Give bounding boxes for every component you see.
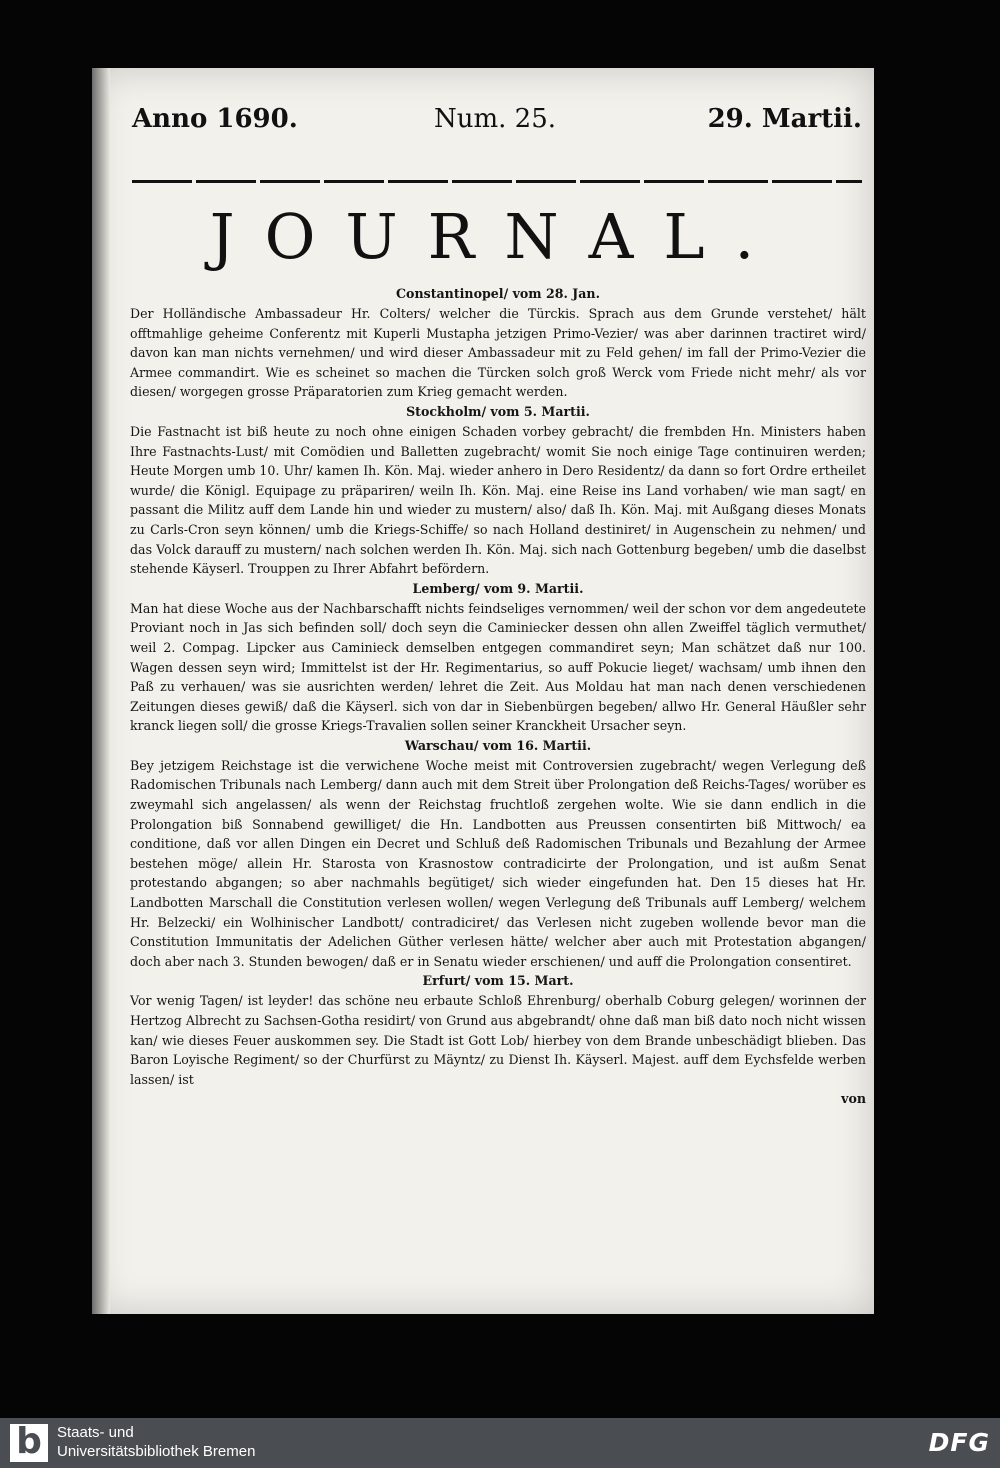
catchword: von [841, 1091, 866, 1107]
page-title: JOURNAL. [209, 200, 785, 273]
newspaper-page [92, 68, 874, 1314]
library-logo-icon[interactable]: b [10, 1424, 48, 1462]
issue-number: Num. 25. [434, 104, 557, 134]
masthead-rule [132, 180, 862, 183]
article-text: Der Holländische Ambassadeur Hr. Colters/ welcher die Türckis. Sprach aus dem Grunde verstehet/ hält offtmahlige geheime Conferentz mit Kuperli Mustapha jetzigen Primo-Vezier/ was aber darinnen tractiret wird/ davon kan man nichts vernehmen/ und wird dieser Ambassadeur mit zu Feld gehen/ im fall der Primo-Vezier die Armee commandirt. Wie es scheinet so machen die Türcken solch groß Werck vom Friede nicht mehr/ als vor diesen/ worgegen grosse Präparatorien zum Krieg gemacht werden. [130, 306, 866, 400]
viewer-footer [0, 1418, 1000, 1468]
issue-date: 29. Martii. [707, 104, 862, 134]
article-text: Bey jetzigem Reichstage ist die verwichene Woche meist mit Controversien zugebracht/ wegen Verlegung deß Radomischen Tribunals nach Lemberg/ dann auch mit dem Streit über Prolongation deß Reichs-Tages/ worüber es zweymahl sich angelassen/ als wenn der Reichstag fruchtloß zergehen wolte. Wie sie dann endlich in die Prolongation biß Sonnabend gewilliget/ die Hn. Landbotten aus Preussen consentirten biß Mittwoch/ ea conditione, daß vor allen Dingen ein Decret und Schluß deß Radomischen Tribunals und Bezahlung der Armee bestehen möge/ allein Hr. Starosta von Krasnostow contradicirte der Prolongation, und ist außm Senat protestando abgangen; so aber nachmahls begütiget/ sich wieder eingefunden hat. Den 15 dieses hat Hr. Landbotten Marschall die Constitution verlesen wollen/ wegen Verlegung deß Tribunals auff Lemberg/ welchem Hr. Belzecki/ ein Wolhinischer Landbott/ contradiciret/ das Verlesen nicht zugeben wollende bevor man die Constitution Immunitatis der Adelichen Güther verlesen hätte/ welcher aber auch mit Protestation abgangen/ doch aber nach 3. Stunden bewogen/ daß er in Senatu wieder erschienen/ und auff die Prolongation consentiret. [130, 757, 866, 969]
article-text: Vor wenig Tagen/ ist leyder! das schöne neu erbaute Schloß Ehrenburg/ oberhalb Coburg gelegen/ worinnen der Hertzog Albrecht zu Sachsen-Gotha residirt/ von Grund aus abgebrandt/ ohne daß man biß dato noch nicht wissen kan/ wie dieses Feuer auskommen sey. Die Stadt ist Gott Lob/ hierbey von dem Brande unbeschädigt blieben. Das Baron Loyische Regiment/ so der Churfürst zu Mäyntz/ zu Dienst Ih. Käyserl. Majest. auff dem Eychsfelde werben lassen/ ist [130, 993, 866, 1087]
binding-edge [92, 68, 110, 1314]
article-dateline: Erfurt/ vom 15. Mart. [422, 973, 574, 989]
article-dateline: Constantinopel/ vom 28. Jan. [396, 286, 600, 301]
issue-year: Anno 1690. [132, 104, 298, 134]
library-name-line2[interactable]: Universitätsbibliothek Bremen [57, 1443, 256, 1460]
library-name-line1[interactable]: Staats- und [57, 1424, 134, 1441]
article-dateline: Stockholm/ vom 5. Martii. [406, 403, 590, 419]
masthead-row [132, 104, 862, 140]
article-text: Die Fastnacht ist biß heute zu noch ohne einigen Schaden vorbey gebracht/ die frembden Hn. Ministers haben Ihre Fastnachts-Lust/ mit Comödien und Balletten zugebracht/ womit Sie noch einige Tage continuiren werden; Heute Morgen umb 10. Uhr/ kamen Ih. Kön. Maj. wieder anhero in Dero Residentz/ da dann so fort Ordre ertheilet wurde/ die Königl. Equipage zu präpariren/ weiln Ih. Kön. Maj. eine Reise ins Land vorhaben/ wie man sagt/ en passant die Militz auff dem Lande hin und wieder zu mustern/ also/ daß Ih. Kön. Maj. mit Außgang dieses Monats zu Carls-Cron seyn können/ umb die Kriegs-Schiffe/ so nach Holland destiniret/ in Augenschein zu nehmen/ und das Volck darauff zu mustern/ nach solchen werden Ih. Kön. Maj. sich nach Gottenburg begeben/ umb die daselbst stehende Käyserl. Trouppen zu Ihrer Abfahrt befördern. [130, 423, 866, 577]
dfg-logo[interactable]: DFG [928, 1428, 990, 1457]
article-dateline: Warschau/ vom 16. Martii. [404, 737, 592, 753]
article-text: Man hat diese Woche aus der Nachbarschafft nichts feindseliges vernommen/ weil der schon vor dem angedeutete Proviant noch in Jas sich befinden soll/ doch seyn die Caminiecker dessen ohn allen Zweiffel täglich vermuthet/ weil 2. Compag. Lipcker aus Caminieck demselben entgegen commandiret seyn; Man schätzet daß nur 100. Wagen dessen seyn wird; Immittelst ist der Hr. Regimentarius, so auff Pokucie lieget/ wachsam/ umb ihnen den Paß zu verhauen/ was sie ausrichten werden/ lehret die Zeit. Aus Moldau hat man nach denen verschiedenen Zeitungen dieses gewiß/ daß die Käyserl. sich von dar in Siebenbürgen begeben/ allwo Hr. General Häußler sehr kranck liegen soll/ die grosse Kriegs-Travalien sollen seiner Kranckheit Ursacher seyn. [130, 600, 866, 734]
article-dateline: Lemberg/ vom 9. Martii. [412, 580, 584, 596]
article-body [130, 284, 866, 1109]
